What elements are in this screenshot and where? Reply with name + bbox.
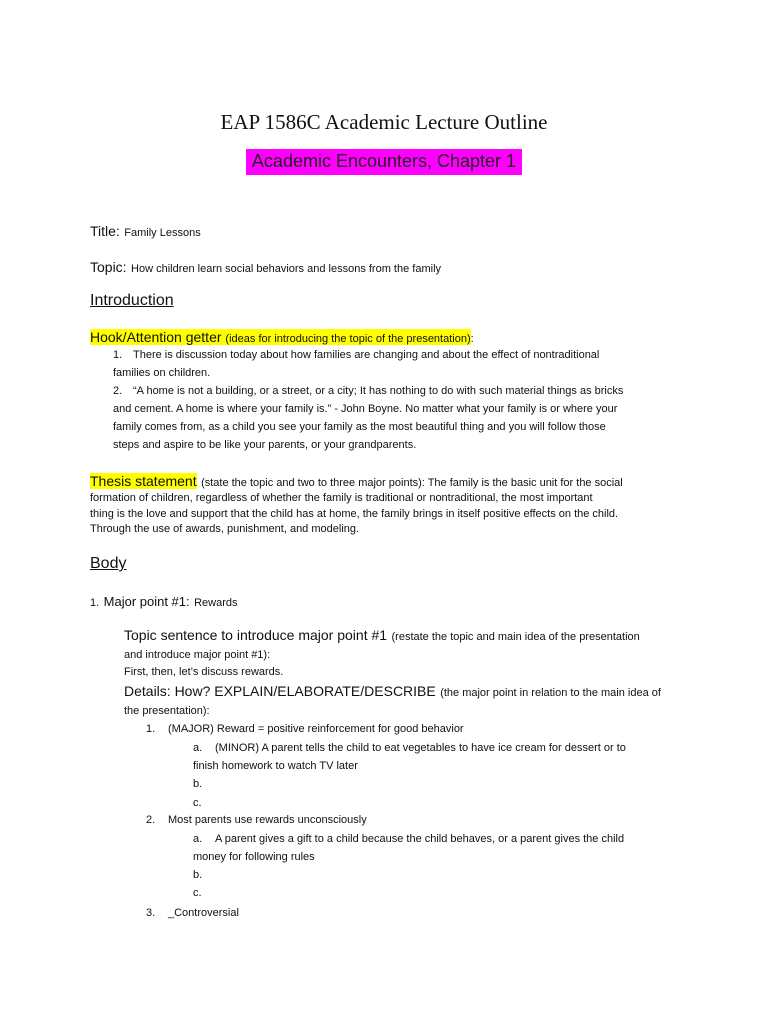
document-title: EAP 1586C Academic Lecture Outline [220,110,548,134]
hook-note: (ideas for introducing the topic of the presentation) [225,333,471,345]
thesis-line-3: thing is the love and support that the child has at home, the family brings in itself positive effects on the child. [90,508,619,520]
hook-item-2-line-2: and cement. A home is where your family is.” - John Boyne. No matter what your family is or where your [113,403,618,415]
topic-value: How children learn social behaviors and lessons from the family [131,263,442,275]
hook-item-1-line-2: families on children. [113,367,211,379]
detail-1-c: c. [193,797,202,809]
detail-2-c: c. [193,887,202,899]
thesis-line-4: Through the use of awards, punishment, and modeling. [90,523,360,535]
hook-label: Hook/Attention getter (ideas for introducing the topic of the presentation) [90,329,471,345]
hook-item-1-line-1: 1. There is discussion today about how families are changing and about the effect of nontraditional [113,349,600,361]
highlighted-subtitle: Academic Encounters, Chapter 1 [246,149,522,175]
detail-1-a-line-2: finish homework to watch TV later [193,760,358,772]
major-point-label: Major point #1: [103,594,190,609]
hook-item-2-line-3: family comes from, as a child you see your family as the most beautiful thing and you will follow those [113,421,606,433]
title-field [90,223,201,241]
topic-label: Topic: [90,259,127,275]
detail-2-b: b. [193,869,203,881]
major-point-value: Rewards [194,597,238,609]
thesis-line-1: Thesis statement (state the topic and two to three major points): The family is the basic unit for the social [90,473,623,489]
detail-1-a-line-1: a. (MINOR) A parent tells the child to eat vegetables to have ice cream for dessert or to [193,742,626,754]
detail-2-a-line-1: a. A parent gives a gift to a child because the child behaves, or a parent gives the child [193,833,625,845]
details-line-2: the presentation): [124,705,210,717]
topic-field [90,259,441,277]
topic-sentence-value: First, then, let’s discuss rewards. [124,666,284,678]
title-value: Family Lessons [124,227,201,239]
topic-sentence-label: Topic sentence to introduce major point #1 [124,627,388,643]
detail-2-a-line-2: money for following rules [193,851,315,863]
hook-item-2-line-1: 2. “A home is not a building, or a street, or a city; It has nothing to do with such material things as bricks [113,385,624,397]
introduction-heading: Introduction [90,292,174,309]
hook-item-2-line-4: steps and aspire to be like your parents, or your grandparents. [113,439,417,451]
thesis-label: Thesis statement [90,473,197,489]
topic-sentence-line-2: and introduce major point #1): [124,649,271,661]
detail-3: 3. _Controversial [146,907,239,919]
title-label: Title: [90,223,120,239]
details-line-1: Details: How? EXPLAIN/ELABORATE/DESCRIBE (the major point in relation to the main idea of [124,683,661,699]
detail-1: 1. (MAJOR) Reward = positive reinforcement for good behavior [146,723,464,735]
topic-sentence-line-1: Topic sentence to introduce major point #1 (restate the topic and main idea of the presentation [124,627,640,643]
major-point-1: 1. Major point #1: Rewards [90,594,238,609]
details-label: Details: How? EXPLAIN/ELABORATE/DESCRIBE [124,683,436,699]
detail-1-b: b. [193,778,203,790]
subtitle-wrap [0,149,768,175]
body-heading: Body [90,555,127,572]
hook-line: Hook/Attention getter (ideas for introducing the topic of the presentation): [90,329,474,345]
detail-2: 2. Most parents use rewards unconsciously [146,814,367,826]
thesis-line-2: formation of children, regardless of whether the family is traditional or nontraditional, the most important [90,492,593,504]
